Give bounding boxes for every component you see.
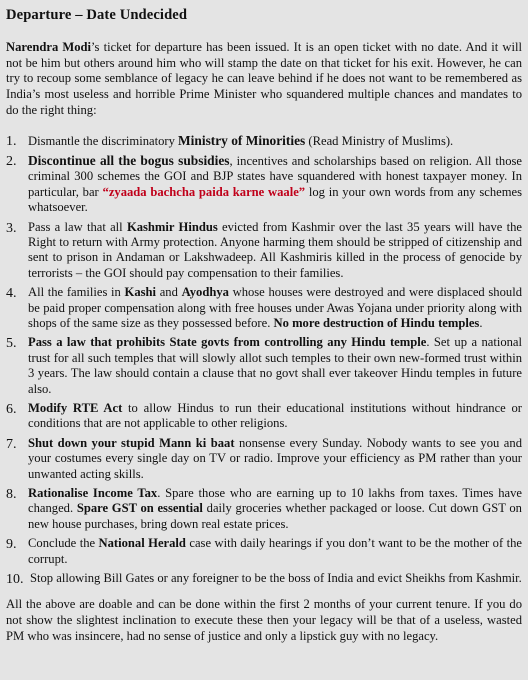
item-text xyxy=(30,571,522,586)
item-number: 6. xyxy=(6,402,17,418)
intro-paragraph xyxy=(6,40,522,119)
text-segment: case with daily hearings if you don’t want to be the mother of the corrupt. xyxy=(28,536,522,566)
text-segment: to allow Hindus to run their educational institutions without hindrance or conditions that are not applicable to other religions. xyxy=(28,401,523,431)
item-text xyxy=(28,335,522,397)
text-segment: . Set up a national trust for all such temples that will slowly allot such temples to their own new-formed trust within 3 years. The law should contain a clause that no govt shall ever takeover Hindu temples in future also. xyxy=(28,335,523,396)
bold-segment: Spare GST on essential xyxy=(76,501,203,516)
item-number: 2. xyxy=(6,153,17,169)
item-text xyxy=(28,486,522,532)
list-item-5 xyxy=(6,335,522,397)
list-item-8 xyxy=(6,486,522,532)
list-item-1 xyxy=(6,133,522,149)
text-segment: Dismantle the discriminatory xyxy=(28,133,179,148)
text-segment: and xyxy=(156,285,182,300)
list-item-2 xyxy=(6,153,522,216)
bold-segment: Shut down your stupid Mann ki baat xyxy=(28,435,235,450)
list-item-6 xyxy=(6,401,522,432)
item-text xyxy=(28,401,522,432)
bold-segment: Ministry of Minorities xyxy=(178,132,306,148)
item-text xyxy=(28,220,522,282)
list-item-7 xyxy=(6,436,522,482)
text-segment: , incentives and scholarships based on religion. All those criminal 300 schemes the GOI and BJP states have squandered with honest taxpayer money. In particular, bar xyxy=(28,153,522,199)
text-segment: . Spare those who are earning up to 10 lakhs from taxes. Times have changed. xyxy=(28,486,522,516)
intro-name: Narendra Modi xyxy=(6,40,92,54)
item-number: 5. xyxy=(6,336,17,352)
item-text xyxy=(28,285,522,331)
bold-segment: Rationalise Income Tax xyxy=(28,486,158,501)
demands-list xyxy=(6,133,522,588)
item-number: 9. xyxy=(6,537,17,553)
text-segment: All the families in xyxy=(28,285,125,300)
list-item-9 xyxy=(6,536,522,567)
text-segment: Stop allowing Bill Gates or any foreigner to be the boss of India and evict Sheikhs from Kashmir. xyxy=(30,571,522,586)
item-number: 1. xyxy=(6,133,17,149)
bold-segment: National Herald xyxy=(98,536,186,551)
item-text xyxy=(28,536,522,567)
text-segment: whose houses were destroyed and were displaced should be paid proper compensation along with free houses under Awas Yojana under priority along with shops of the same size as they possessed before. xyxy=(28,285,522,330)
text-segment: log in your own words from any schemes whatsoever. xyxy=(28,184,522,215)
item-number: 8. xyxy=(6,487,17,503)
text-segment: evicted from Kashmir over the last 35 years will have the Right to return with Army protection. Anyone harming them should be stripped of citizenship and sent to prison in Andaman or Lakshwadeep. All Kashmiris killed in the process of genocide by terrorists – the GOI should pay compensation to their families. xyxy=(28,219,522,280)
list-item-10 xyxy=(6,571,522,587)
text-segment: . xyxy=(479,315,483,330)
document-title: Departure – Date Undecided xyxy=(6,7,188,23)
bold-segment: Ayodhya xyxy=(181,285,229,300)
intro-text: ’s ticket for departure has been issued. It is an open ticket with no date. And it will not be him but others around him who will stamp the date on that ticket for his exit. However, he can try to recoup some semblance of legacy he can leave behind if he does not want to be remembered as India’s most useless and horrible Prime Minister who squandered multiple chances and mandates to do the right thing: xyxy=(6,40,522,117)
bold-segment: Pass a law that prohibits State govts from controlling any Hindu temple xyxy=(28,335,427,350)
list-item-4 xyxy=(6,285,522,331)
bold-segment: No more destruction of Hindu temples xyxy=(273,315,480,330)
item-number: 10. xyxy=(6,572,24,588)
item-text xyxy=(28,133,522,149)
item-text xyxy=(28,436,522,482)
bold-segment: Kashmir Hindus xyxy=(126,219,218,234)
text-segment: Conclude the xyxy=(28,536,99,551)
item-number: 3. xyxy=(6,220,17,236)
text-segment: daily groceries whether packaged or loose. Cut down GST on new house purchases, bring down real estate prices. xyxy=(28,501,522,531)
item-text xyxy=(28,153,522,216)
bold-segment: Discontinue all the bogus subsidies xyxy=(28,152,230,168)
text-segment: Pass a law that all xyxy=(28,219,127,234)
item-number: 4. xyxy=(6,286,17,302)
item-number: 7. xyxy=(6,436,17,452)
bold-segment: Modify RTE Act xyxy=(28,401,123,416)
highlighted-quote: “zyaada bachcha paida karne waale” xyxy=(102,184,306,199)
text-segment: nonsense every Sunday. Nobody wants to see you and your costumes every single day on TV or radio. Improve your efficiency as PM rather than your unwanted acting skills. xyxy=(28,435,522,481)
list-item-3 xyxy=(6,220,522,282)
closing-paragraph: All the above are doable and can be done within the first 2 months of your current tenure. If you do not show the slightest inclination to execute these then your legacy will be that of a useless, wasted PM who was insincere, had no sense of justice and only a lipstick guy with no legacy. xyxy=(6,597,522,643)
bold-segment: Kashi xyxy=(124,285,157,300)
text-segment: (Read Ministry of Muslims). xyxy=(305,133,454,148)
